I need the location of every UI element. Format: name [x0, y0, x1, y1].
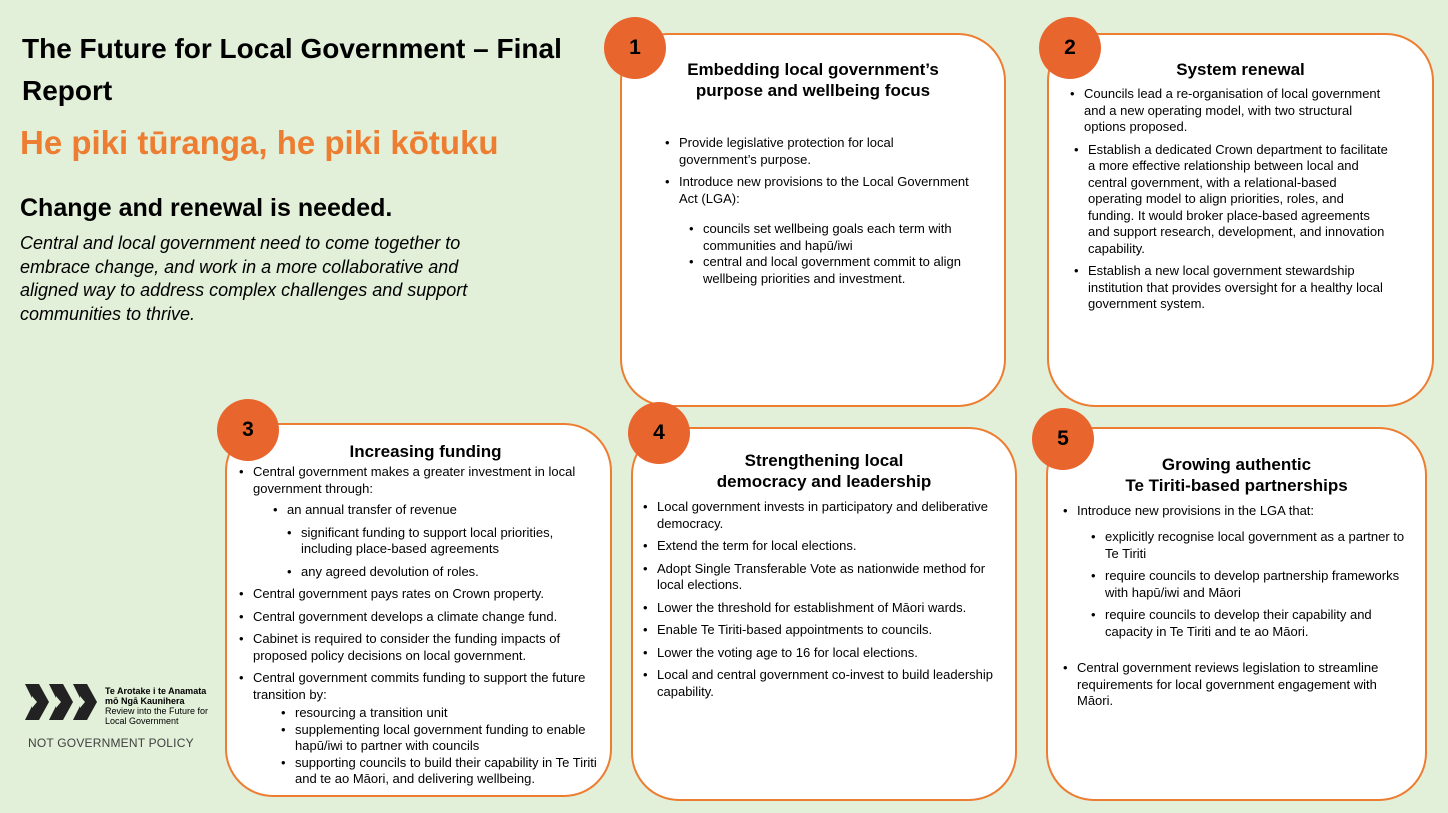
logo-line-2: mō Ngā Kaunihera: [105, 696, 185, 706]
logo-text: [105, 686, 208, 726]
list-item: • supporting councils to build their capability in Te Tiriti and te ao Māori, and delivering wellbeing.: [295, 755, 600, 788]
card-increasing-funding: [225, 423, 612, 797]
list-item: • Local government invests in participatory and deliberative democracy.: [657, 499, 997, 532]
list-item: • Local and central government co-invest to build leadership capability.: [657, 667, 997, 700]
list-item: • require councils to develop partnership frameworks with hapū/iwi and Māori: [1105, 568, 1415, 601]
list-item: • Establish a dedicated Crown department to facilitate a more effective relationship between local and central government, with a relational-based operating model to align priorities, roles, and funding. It would broker place-based agreements and support research, development, and innovation capability.: [1088, 142, 1388, 258]
card-title: Growing authentic Te Tiriti-based partnerships: [1125, 455, 1348, 495]
list-item: • Central government reviews legislation to streamline requirements for local government engagement with Māori.: [1077, 660, 1412, 710]
list-item: • Cabinet is required to consider the funding impacts of proposed policy decisions on local government.: [253, 631, 603, 664]
card-list: [1084, 86, 1388, 313]
card-list: [253, 464, 603, 497]
logo-line-4: Local Government: [105, 716, 179, 726]
list-item: • Enable Te Tiriti-based appointments to councils.: [657, 622, 997, 639]
list-item: • explicitly recognise local government as a partner to Te Tiriti: [1105, 529, 1415, 562]
list-item: • Introduce new provisions to the Local Government Act (LGA):: [679, 174, 974, 207]
intro-text: Central and local government need to come together to embrace change, and work in a more collaborative and aligned way to address complex challenges and support communities to thrive.: [20, 233, 468, 324]
card-title: Strengthening local democracy and leadership: [716, 451, 932, 491]
list-item: • Central government pays rates on Crown property.: [253, 586, 603, 603]
card-te-tiriti-partnerships: [1046, 427, 1427, 801]
list-item: • Central government makes a greater investment in local government through:: [253, 464, 603, 497]
list-item: • significant funding to support local priorities, including place-based agreements: [301, 525, 591, 558]
list-item: • an annual transfer of revenue: [287, 502, 577, 519]
card-list: [1077, 660, 1412, 710]
card-sublist: [295, 705, 600, 788]
list-item: • Establish a new local government stewardship institution that provides oversight for a healthy local government system.: [1088, 263, 1388, 313]
list-item: • Introduce new provisions in the LGA that:: [1077, 503, 1417, 520]
list-item: • supplementing local government funding to enable hapū/iwi to partner with councils: [295, 722, 600, 755]
card-title: System renewal: [1176, 60, 1305, 79]
card-purpose-wellbeing: [620, 33, 1006, 407]
list-item: • councils set wellbeing goals each term with communities and hapū/iwi: [703, 221, 978, 254]
list-item: • Councils lead a re-organisation of local government and a new operating model, with two structural options proposed.: [1084, 86, 1384, 136]
card-list: [657, 499, 997, 700]
list-item: • Lower the voting age to 16 for local elections.: [657, 645, 997, 662]
list-item: • Lower the threshold for establishment of Māori wards.: [657, 600, 997, 617]
number-badge-3: 3: [217, 399, 279, 461]
card-sublist: [1105, 529, 1415, 640]
list-item: • Central government commits funding to support the future transition by:: [253, 670, 603, 703]
card-list: [1077, 503, 1417, 520]
number-badge-1: 1: [604, 17, 666, 79]
list-item: • Central government develops a climate change fund.: [253, 609, 603, 626]
section-heading: Change and renewal is needed.: [20, 194, 393, 222]
card-title: Increasing funding: [349, 442, 502, 461]
card-title: Embedding local government’s purpose and wellbeing focus: [687, 60, 939, 100]
logo-line-3: Review into the Future for: [105, 706, 209, 716]
list-item: • require councils to develop their capability and capacity in Te Tiriti and te ao Māori.: [1105, 607, 1415, 640]
logo-icon: [25, 684, 99, 720]
list-item: • any agreed devolution of roles.: [301, 564, 591, 581]
card-system-renewal: [1047, 33, 1434, 407]
list-item: • resourcing a transition unit: [295, 705, 600, 722]
page-title: The Future for Local Government – Final Report: [22, 33, 562, 106]
card-list: [253, 586, 603, 703]
number-badge-4: 4: [628, 402, 690, 464]
list-item: • Provide legislative protection for local government’s purpose.: [679, 135, 974, 168]
card-sublist: [287, 502, 591, 580]
card-list: [679, 135, 974, 207]
card-democracy-leadership: [631, 427, 1017, 801]
number-badge-2: 2: [1039, 17, 1101, 79]
card-sublist: [703, 221, 978, 287]
logo-line-1: Te Arotake i te Anamata: [105, 686, 207, 696]
list-item: • central and local government commit to align wellbeing priorities and investment.: [703, 254, 978, 287]
footer-note: NOT GOVERNMENT POLICY: [28, 736, 194, 750]
list-item: • Adopt Single Transferable Vote as nationwide method for local elections.: [657, 561, 997, 594]
number-badge-5: 5: [1032, 408, 1094, 470]
maori-title: He piki tūranga, he piki kōtuku: [20, 124, 499, 161]
list-item: • Extend the term for local elections.: [657, 538, 997, 555]
